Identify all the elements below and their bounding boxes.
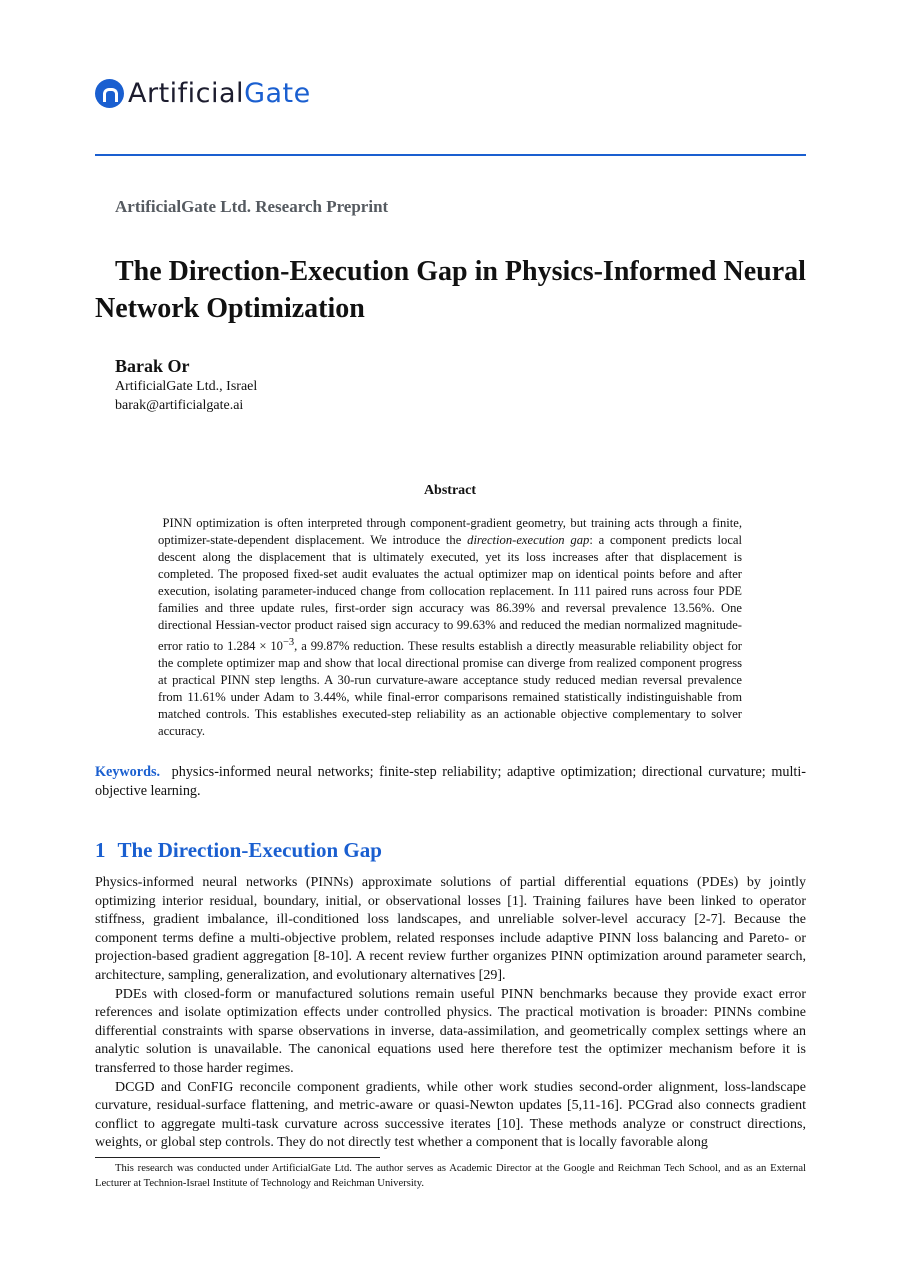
author-details <box>115 377 257 415</box>
logo-text-part2: Gate <box>244 77 311 109</box>
footnote: This research was conducted under ArtificialGate Ltd. The author serves as Academic Director at the Google and Reichman Tech School, and as an External Lecturer at Technion-Israel Institute of Technology and Reichman University. <box>95 1163 806 1189</box>
keywords-text: physics-informed neural networks; finite-step reliability; adaptive optimization; directional curvature; multi-objective learning. <box>95 764 806 799</box>
paragraph: DCGD and ConFIG reconcile component gradients, while other work studies second-order alignment, loss-landscape curvature, residual-surface flattening, and metric-aware or quasi-Newton updates [5,11-16]. PCGrad also connects gradient conflict to aggregate multi-task curvature across successive iterates [10]. These methods analyze or construct directions, weights, or global step controls. They do not directly test whether a component that is locally favorable along <box>95 1079 806 1151</box>
abstract-text <box>158 515 742 740</box>
author-affiliation: ArtificialGate Ltd., Israel <box>115 379 258 394</box>
author-name: Barak Or <box>115 356 190 376</box>
abstract-part-3: , a 99.87% reduction. These results establish a directly measurable reliability object for the complete optimizer map and show that local directional promise can diverge from realized component progress at practical PINN step lengths. A 30-run curvature-aware acceptance study reduced median reversal prevalence from 11.61% under Adam to 3.44%, while final-error comparisons remained statistically indistinguishable from matched controls. This establishes executed-step reliability as an actionable objective complementary to solver accuracy. <box>158 639 742 739</box>
logo-wordmark <box>128 78 311 109</box>
logo-text-part1: Artificial <box>128 77 245 109</box>
section-number: 1 <box>95 838 106 862</box>
paragraph: PDEs with closed-form or manufactured solutions remain useful PINN benchmarks because they provide exact error references and isolate optimization effects under controlled physics. The practical motivation is broader: PINNs combine differential constraints with sparse observations in inverse, data-assimilation, and geometrically complex settings where an analytic solution is unavailable. The canonical equations used here therefore test the optimizer mechanism before it is transferred to those harder regimes. <box>95 986 806 1076</box>
logo-mark-icon <box>95 79 124 108</box>
paragraph: Physics-informed neural networks (PINNs) approximate solutions of partial differential equations (PDEs) by jointly optimizing interior residual, boundary, initial, or observational losses [1]. Training failures have been linked to operator stiffness, gradient imbalance, ill-conditioned loss landscapes, and unreliable solver-level accuracy [2-7]. Because the component terms define a multi-objective problem, related responses include adaptive PINN loss balancing and Pareto- or projection-based gradient aggregation [8-10]. A recent review further organizes PINN optimization around parameter search, architecture, sampling, generalization, and evolutionary alternatives [29]. <box>95 875 806 983</box>
preprint-label: ArtificialGate Ltd. Research Preprint <box>115 197 389 216</box>
abstract-emphasis: direction-execution gap <box>467 533 590 547</box>
keywords-label: Keywords. <box>95 764 161 780</box>
abstract-exponent: −3 <box>282 637 295 648</box>
abstract-part-2: : a component predicts local descent along the displacement that is ultimately executed, yet its loss increases after that displacement is completed. The proposed fixed-set audit evaluates the actual optimizer map on identical points before and after execution, isolating parameter-induced change from collocation replacement. In 111 paired runs across four PDE families and three update rules, first-order sign accuracy was 86.39% and reversal prevalence 13.56%. One directional Hessian-vector product raised sign accuracy to 99.63% and reduced the median normalized magnitude-error ratio to 1.284 × 10 <box>158 533 743 654</box>
section-heading <box>95 838 382 863</box>
abstract-heading: Abstract <box>423 483 477 498</box>
keywords <box>95 763 806 801</box>
paper-title: The Direction-Execution Gap in Physics-Informed Neural Network Optimization <box>95 256 806 324</box>
footnote-rule <box>95 1157 380 1158</box>
header-rule <box>95 154 806 156</box>
abstract-part-1: PINN optimization is often interpreted through component-gradient geometry, but training acts through a finite, optimizer-state-dependent displacement. We introduce the <box>158 516 742 547</box>
author-email: barak@artificialgate.ai <box>115 398 244 413</box>
artificialgate-logo <box>95 76 311 110</box>
section-body <box>95 874 806 1153</box>
section-title: The Direction-Execution Gap <box>117 838 382 862</box>
